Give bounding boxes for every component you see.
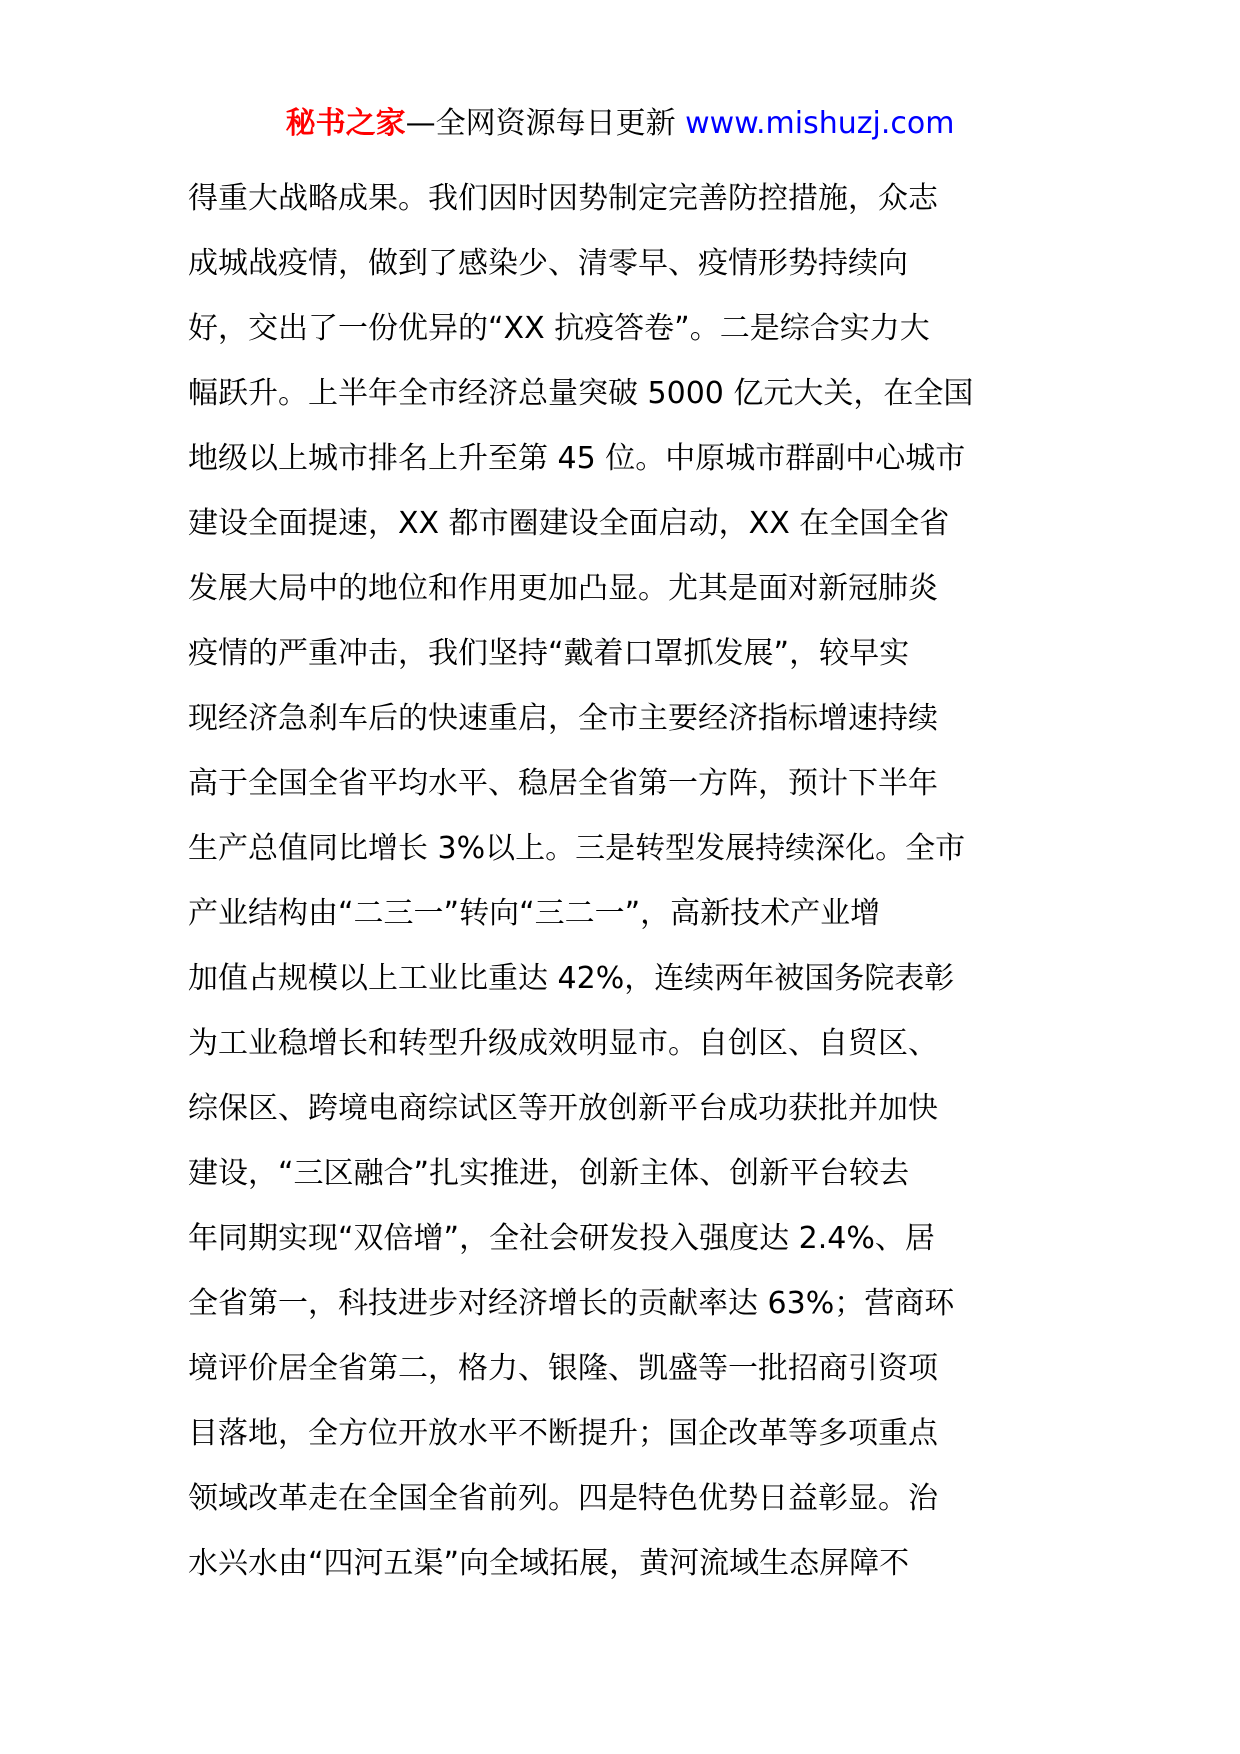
body-line: 水兴水由“四河五渠”向全域拓展，黄河流域生态屏障不 [188,1546,910,1581]
body-line: 目落地，全方位开放水平不断提升；国企改革等多项重点 [188,1416,938,1451]
body-line: 领域改革走在全国全省前列。四是特色优势日益彰显。治 [188,1481,938,1516]
brand-name: 秘书之家 [285,106,406,141]
body-line: 好，交出了一份优异的“XX 抗疫答卷”。二是综合实力大 [188,311,930,346]
body-line: 成城战疫情，做到了感染少、清零早、疫情形势持续向 [188,246,908,281]
body-line: 为工业稳增长和转型升级成效明显市。自创区、自贸区、 [188,1026,938,1061]
body-line: 年同期实现“双倍增”，全社会研发投入强度达 2.4%、居 [188,1221,935,1256]
body-line: 发展大局中的地位和作用更加凸显。尤其是面对新冠肺炎 [188,571,938,606]
body-line: 加值占规模以上工业比重达 42%，连续两年被国务院表彰 [188,961,955,996]
body-line: 全省第一，科技进步对经济增长的贡献率达 63%；营商环 [188,1286,955,1321]
website-link[interactable]: www.mishuzj.com [685,106,955,141]
body-line: 综保区、跨境电商综试区等开放创新平台成功获批并加快 [188,1091,938,1126]
body-line: 产业结构由“二三一”转向“三二一”，高新技术产业增 [188,896,881,931]
body-line: 高于全国全省平均水平、稳居全省第一方阵，预计下半年 [188,766,938,801]
body-line: 生产总值同比增长 3%以上。三是转型发展持续深化。全市 [188,831,966,866]
body-line: 得重大战略成果。我们因时因势制定完善防控措施，众志 [188,181,938,216]
body-line: 疫情的严重冲击，我们坚持“戴着口罩抓发展”，较早实 [188,636,910,671]
body-line: 地级以上城市排名上升至第 45 位。中原城市群副中心城市 [188,441,966,476]
body-line: 现经济急刹车后的快速重启，全市主要经济指标增速持续 [188,701,938,736]
body-line: 建设全面提速，XX 都市圈建设全面启动，XX 在全国全省 [188,506,950,541]
header-slogan: —全网资源每日更新 [405,106,686,141]
body-line: 建设，“三区融合”扎实推进，创新主体、创新平台较去 [188,1156,910,1191]
document-body [188,166,1058,1596]
page-header [0,103,1240,145]
body-line: 幅跃升。上半年全市经济总量突破 5000 亿元大关，在全国 [188,376,974,411]
body-line: 境评价居全省第二，格力、银隆、凯盛等一批招商引资项 [188,1351,938,1386]
